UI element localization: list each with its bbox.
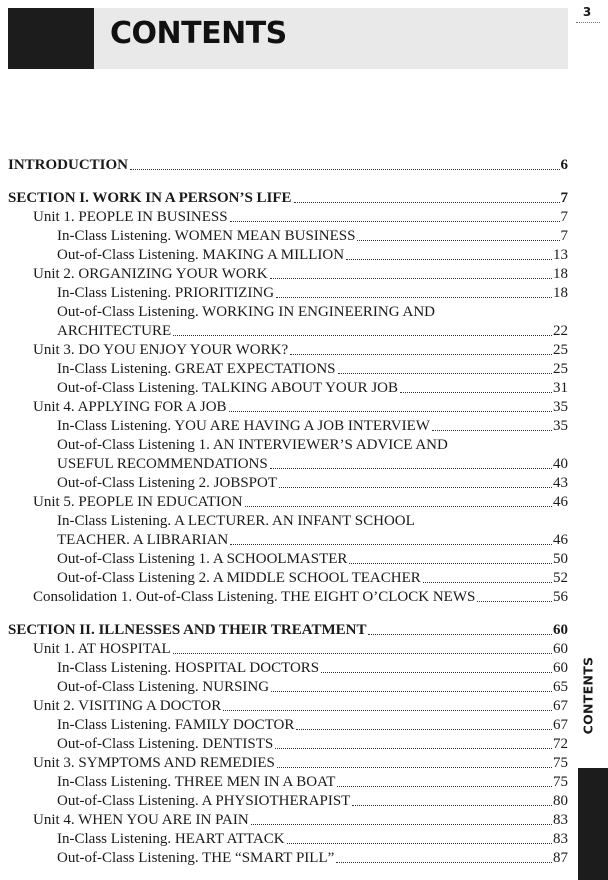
leader-dots [337, 786, 552, 787]
leader-dots [245, 506, 552, 507]
leader-dots [230, 544, 552, 545]
toc-entry-unit[interactable]: Unit 2. VISITING A DOCTOR 67 [33, 698, 568, 714]
toc-entry-listening[interactable]: Out-of-Class Listening. NURSING 65 [57, 679, 568, 695]
leader-dots [271, 691, 552, 692]
toc-entry-unit[interactable]: Unit 4. WHEN YOU ARE IN PAIN 83 [33, 812, 568, 828]
leader-dots [173, 335, 552, 336]
leader-dots [338, 373, 552, 374]
spacer [8, 175, 568, 189]
toc-entry-continued-line: Out-of-Class Listening 1. AN INTERVIEWER’S ADVICE AND [57, 437, 448, 453]
toc-entry-listening[interactable]: Out-of-Class Listening 1. A SCHOOLMASTER 50 [57, 551, 568, 567]
toc-entry-section-1[interactable]: SECTION I. WORK IN A PERSON’S LIFE 7 [8, 190, 568, 206]
leader-dots [368, 634, 552, 635]
toc-entry-listening[interactable]: In-Class Listening. GREAT EXPECTATIONS 25 [57, 361, 568, 377]
toc-entry-listening[interactable]: TEACHER. A LIBRARIAN 46 [57, 532, 568, 548]
toc-entry-listening[interactable]: Out-of-Class Listening 2. A MIDDLE SCHOOL TEACHER 52 [57, 570, 568, 586]
leader-dots [321, 672, 552, 673]
toc-entry-listening[interactable]: Out-of-Class Listening. TALKING ABOUT YOUR JOB 31 [57, 380, 568, 396]
leader-dots [270, 278, 552, 279]
toc-entry-listening[interactable]: Out-of-Class Listening. MAKING A MILLION 13 [57, 247, 568, 263]
leader-dots [477, 601, 552, 602]
toc-entry-unit[interactable]: Unit 3. DO YOU ENJOY YOUR WORK? 25 [33, 342, 568, 358]
leader-dots [290, 354, 552, 355]
toc-entry-listening[interactable]: Out-of-Class Listening. DENTISTS 72 [57, 736, 568, 752]
leader-dots [432, 430, 552, 431]
leader-dots [336, 862, 552, 863]
spacer [8, 607, 568, 621]
leader-dots [276, 297, 552, 298]
leader-dots [349, 563, 552, 564]
leader-dots [296, 729, 552, 730]
toc-entry-unit[interactable]: Unit 2. ORGANIZING YOUR WORK 18 [33, 266, 568, 282]
toc-entry-listening[interactable]: In-Class Listening. PRIORITIZING 18 [57, 285, 568, 301]
page-title: CONTENTS [110, 16, 287, 51]
table-of-contents [8, 156, 568, 868]
toc-entry-continued-line: In-Class Listening. A LECTURER. AN INFANT SCHOOL [57, 513, 415, 529]
side-thumb-tab [578, 768, 608, 880]
toc-entry-unit[interactable]: Unit 4. APPLYING FOR A JOB 35 [33, 399, 568, 415]
leader-dots [229, 411, 552, 412]
toc-entry-unit[interactable]: Unit 1. AT HOSPITAL 60 [33, 641, 568, 657]
toc-entry-section-2[interactable]: SECTION II. ILLNESSES AND THEIR TREATMENT 60 [8, 622, 568, 638]
toc-entry-listening[interactable]: Out-of-Class Listening. A PHYSIOTHERAPIST 80 [57, 793, 568, 809]
toc-entry-listening[interactable]: Out-of-Class Listening. THE “SMART PILL” 87 [57, 850, 568, 866]
side-label-text: CONTENTS [580, 656, 596, 734]
page-number: 3 [582, 5, 592, 19]
leader-dots [275, 748, 552, 749]
leader-dots [357, 240, 559, 241]
leader-dots [423, 582, 552, 583]
toc-entry-listening[interactable]: In-Class Listening. HOSPITAL DOCTORS 60 [57, 660, 568, 676]
toc-entry-listening[interactable]: USEFUL RECOMMENDATIONS 40 [57, 456, 568, 472]
leader-dots [173, 653, 552, 654]
leader-dots [352, 805, 552, 806]
leader-dots [251, 824, 552, 825]
leader-dots [270, 468, 552, 469]
toc-entry-listening[interactable]: In-Class Listening. THREE MEN IN A BOAT 75 [57, 774, 568, 790]
side-section-label [568, 640, 608, 750]
leader-dots [294, 202, 560, 203]
toc-entry-unit[interactable]: Unit 1. PEOPLE IN BUSINESS 7 [33, 209, 568, 225]
toc-entry-listening[interactable]: Out-of-Class Listening 2. JOBSPOT 43 [57, 475, 568, 491]
toc-entry-unit[interactable]: Unit 3. SYMPTOMS AND REMEDIES 75 [33, 755, 568, 771]
toc-entry-unit[interactable]: Unit 5. PEOPLE IN EDUCATION 46 [33, 494, 568, 510]
toc-entry-listening[interactable]: In-Class Listening. FAMILY DOCTOR 67 [57, 717, 568, 733]
toc-entry-listening[interactable]: In-Class Listening. HEART ATTACK 83 [57, 831, 568, 847]
toc-entry-consolidation[interactable]: Consolidation 1. Out-of-Class Listening. THE EIGHT O’CLOCK NEWS 56 [33, 589, 568, 605]
leader-dots [346, 259, 552, 260]
page-number-rule [576, 22, 600, 23]
leader-dots [400, 392, 552, 393]
leader-dots [279, 487, 552, 488]
leader-dots [223, 710, 552, 711]
toc-entry-listening[interactable]: ARCHITECTURE 22 [57, 323, 568, 339]
toc-entry-introduction[interactable]: INTRODUCTION 6 [8, 157, 568, 173]
leader-dots [287, 843, 552, 844]
toc-entry-listening[interactable]: In-Class Listening. YOU ARE HAVING A JOB INTERVIEW 35 [57, 418, 568, 434]
leader-dots [130, 169, 559, 170]
leader-dots [230, 221, 560, 222]
leader-dots [277, 767, 552, 768]
header-black-block [8, 8, 94, 69]
toc-entry-continued-line: Out-of-Class Listening. WORKING IN ENGINEERING AND [57, 304, 436, 320]
toc-entry-listening[interactable]: In-Class Listening. WOMEN MEAN BUSINESS 7 [57, 228, 568, 244]
